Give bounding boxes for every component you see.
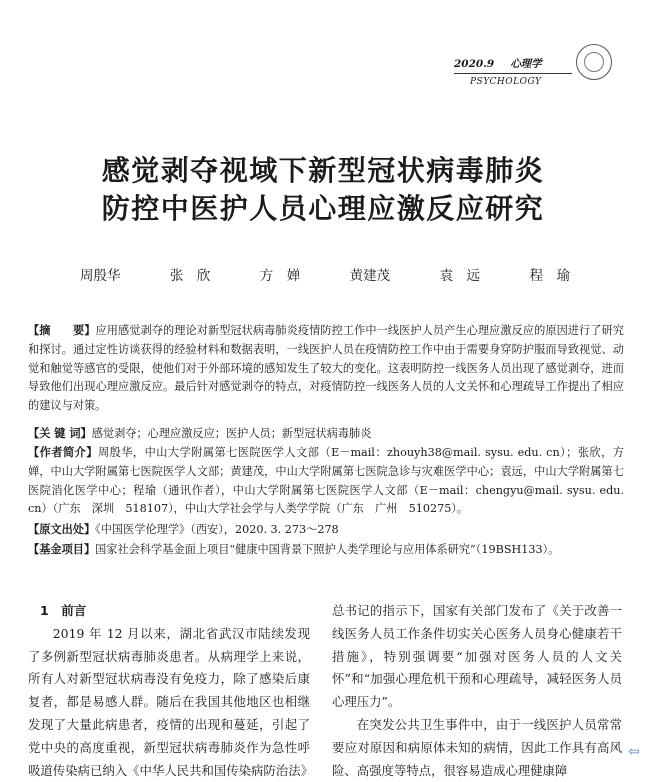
keywords: [28, 425, 624, 444]
source: [28, 521, 624, 540]
header-rule: [454, 73, 572, 74]
author-name: 程 瑜: [529, 268, 570, 284]
author-info-text: 周殷华，中山大学附属第七医院医学人文部（E－mail：zhouyh38@mail. sysu. edu. cn）；张欣，方婵，中山大学附属第七医院医学人文部；黄建茂，中山大学附属第七医院急诊与灾难医学中心；袁远，中山大学附属第七医院消化医学中心；程瑜（通讯作者），中山大学附属第七医院医学人文部（E－mail：chengyu@mail. sysu. edu. cn）（广东 深圳 518107），中山大学社会学与人类学学院（广东 广州 510275）。: [28, 446, 624, 516]
article-title-line1: 感觉剥夺视域下新型冠状病毒肺炎: [101, 154, 545, 187]
author-list: [80, 264, 570, 284]
journal-issue: 2020.9: [454, 58, 495, 70]
publisher-seal-logo: [573, 44, 619, 92]
fund: [28, 541, 624, 560]
author-name: 周殷华: [80, 268, 121, 284]
fund-text: 国家社会科学基金面上项目“健康中国背景下照护人类学理论与应用体系研究”（19BSH133）。: [95, 543, 560, 556]
fund-label: 【基金项目】: [28, 543, 96, 556]
right-column: [332, 600, 622, 782]
journal-header: [454, 56, 574, 92]
body-paragraph: 总书记的指示下，国家有关部门发布了《关于改善一线医务人员工作条件切实关心医务人员身心健康若干措施》，特别强调要“加强对医务人员的人文关怀”和“加强心理危机干预和心理疏导，减轻医务人员心理压力”。: [332, 603, 622, 710]
section-heading: 1 前言: [40, 603, 87, 618]
source-label: 【原文出处】: [28, 523, 96, 536]
journal-column: 心理学: [510, 58, 542, 70]
author-info: [28, 444, 624, 519]
author-name: 方 婵: [259, 268, 301, 284]
keywords-label: 【关 键 词】: [28, 427, 92, 440]
author-name: 黄建茂: [349, 268, 391, 284]
abstract-text: 应用感觉剥夺的理论对新型冠状病毒肺炎疫情防控工作中一线医护人员产生心理应激反应的原因进行了研究和探讨。通过定性访谈获得的经验材料和数据表明，一线医护人员在疫情防控工作中由于需要身穿防护服而导致视觉、动觉和触觉等感官的受限，使他们对于外部环境的感知发生了较大的变化。这表明防控一线医务人员出现了感觉剥夺，进而导致他们出现心理应激反应。最后针对感觉剥夺的特点，对疫情防控一线医务人员的人文关怀和心理疏导工作提出了相应的建议与对策。: [28, 324, 624, 413]
keywords-text: 感觉剥夺；心理应激反应；医护人员；新型冠状病毒肺炎: [91, 427, 372, 440]
abstract-label: 【摘 要】: [28, 324, 96, 337]
back-arrow-icon[interactable]: ⇦: [628, 744, 640, 760]
left-column: [28, 600, 313, 782]
author-name: 张 欣: [169, 268, 211, 284]
body-paragraph: 2019 年 12 月以来，湖北省武汉市陆续发现了多例新型冠状病毒肺炎患者。从病理学上来说，所有人对新型冠状病毒没有免疫力，除了感染后康复者，都是易感人群。随后在我国其他地区也相继发现了大量此病患者，疫情的出现和蔓延，引起了党中央的高度重视，新型冠状病毒肺炎作为急性呼吸道传染病已纳入《中华人民共和国传染病防治法》: [28, 625, 313, 778]
abstract: [28, 322, 624, 416]
author-info-label: 【作者简介】: [28, 446, 98, 459]
source-text: 《中国医学伦理学》（西安），2020. 3. 273～278: [95, 523, 339, 536]
author-name: 袁 远: [439, 268, 481, 284]
article-title-line2: 防控中医护人员心理应激反应研究: [101, 192, 545, 225]
seal-inner: [584, 52, 604, 72]
journal-subtitle: PSYCHOLOGY: [470, 77, 542, 87]
body-paragraph: 在突发公共卫生事件中，由于一线医护人员常常要应对原因和病原体未知的病情，因此工作具有高风险、高强度等特点，很容易造成心理健康障: [332, 716, 622, 778]
